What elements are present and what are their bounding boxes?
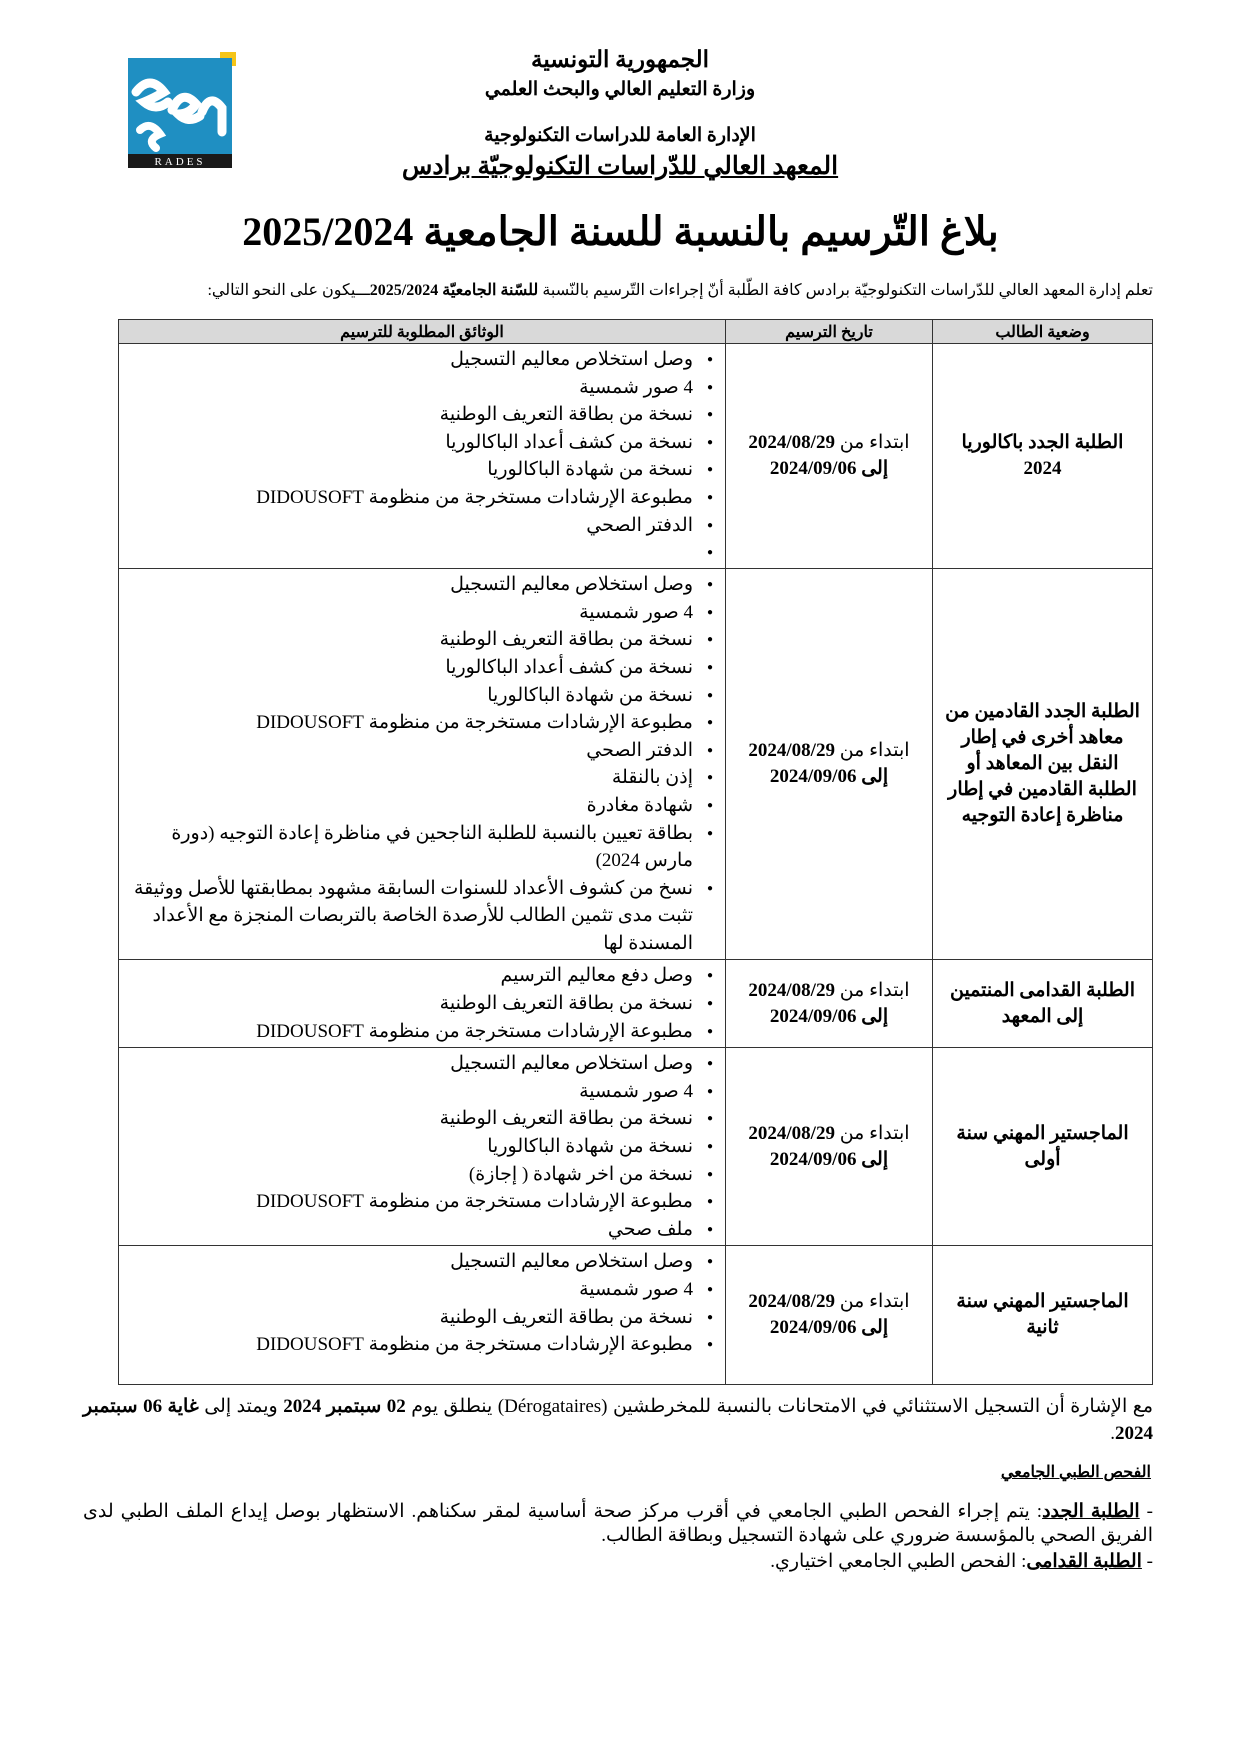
document-item: ● بطاقة تعيين بالنسبة للطلبة الناجحين في مناظرة إعادة التوجيه (دورة مارس 2024)	[123, 820, 713, 875]
document-item: ● نسخة من اخر شهادة ( إجازة)	[123, 1161, 713, 1189]
document-item: ● 4 صور شمسية	[123, 374, 713, 402]
registration-date	[726, 1246, 933, 1385]
document-item: ● نسخة من بطاقة التعريف الوطنية	[123, 401, 713, 429]
republic-name: الجمهورية التونسية	[530, 47, 710, 72]
note-bold-2: غاية 06 سبتمبر 2024	[83, 1396, 1153, 1444]
svg-text:RADES: RADES	[154, 156, 206, 168]
document-item: ● 4 صور شمسية	[123, 1078, 713, 1106]
institute-name: المعهد العالي للدّراسات التكنولوجيّة برادس	[401, 153, 839, 180]
student-status: الطلبة الجدد باكالوريا 2024	[933, 344, 1153, 569]
date-from	[726, 430, 932, 456]
dash: -	[1141, 1551, 1153, 1572]
document-item: ● وصل استخلاص معاليم التسجيل	[123, 1050, 713, 1078]
date-from-label: ابتداء من	[834, 1291, 910, 1313]
new-students-text: : يتم إجراء الفحص الطبي الجامعي في أقرب مركز صحة أساسية لمقر سكناهم. الاستظهار بوصل إيداع الملف الطبي لدى الفريق الصحي بالمؤسسة ضروري على شهادة التسجيل وبطاقة الطالب.	[83, 1501, 1153, 1546]
document-item: ● نسخة من كشف أعداد الباكالوريا	[123, 654, 713, 682]
document-item: ● نسخ من كشوف الأعداد للسنوات السابقة مشهود بمطابقتها للأصل ووثيقة تثبت مدى تثمين الطالب للأرصدة الخاصة بالتربصات المنجزة مع الأعداد المسندة لها	[123, 875, 713, 958]
document-item: ● الدفتر الصحي	[123, 512, 713, 540]
date-from	[726, 1121, 932, 1147]
student-status: الماجستير المهني سنة ثانية	[933, 1246, 1153, 1385]
old-students-label: الطلبة القدامى	[1026, 1551, 1142, 1572]
note-bold-1: 02 سبتمبر 2024	[283, 1396, 406, 1417]
table-row	[119, 960, 1153, 1048]
document-item: ● مطبوعة الإرشادات مستخرجة من منظومة DIDOUSOFT	[123, 484, 713, 512]
medical-new-students	[83, 1500, 1153, 1548]
date-from-value: 2024/08/29	[748, 1122, 835, 1144]
document-item: ● نسخة من كشف أعداد الباكالوريا	[123, 429, 713, 457]
date-to-value: إلى 2024/09/06	[769, 1005, 889, 1027]
date-from	[726, 1289, 932, 1315]
registration-table	[118, 319, 1153, 1385]
document-item: ● ملف صحي	[123, 1216, 713, 1244]
document-item: ● شهادة مغادرة	[123, 792, 713, 820]
date-to-value: إلى 2024/09/06	[769, 766, 889, 788]
required-documents	[119, 1246, 726, 1385]
document-item: ● نسخة من بطاقة التعريف الوطنية	[123, 626, 713, 654]
required-documents	[119, 1048, 726, 1246]
table-row	[119, 569, 1153, 960]
new-students-label: الطلبة الجدد	[1042, 1501, 1140, 1522]
registration-date	[726, 344, 933, 569]
document-item: ● إذن بالنقلة	[123, 764, 713, 792]
document-header	[380, 44, 860, 184]
table-header-row	[119, 320, 1153, 344]
student-status: الطلبة القدامى المنتمين إلى المعهد	[933, 960, 1153, 1048]
date-from-label: ابتداء من	[834, 1122, 910, 1144]
date-to-value: إلى 2024/09/06	[769, 458, 889, 480]
date-from-label: ابتداء من	[834, 979, 910, 1001]
date-to-value: إلى 2024/09/06	[769, 1317, 889, 1339]
date-from	[726, 738, 932, 764]
document-item: ● وصل استخلاص معاليم التسجيل	[123, 1248, 713, 1276]
intro-paragraph	[73, 280, 1153, 300]
document-item: ● نسخة من بطاقة التعريف الوطنية	[123, 1105, 713, 1133]
registration-date	[726, 960, 933, 1048]
document-item: ● مطبوعة الإرشادات مستخرجة من منظومة DIDOUSOFT	[123, 1188, 713, 1216]
date-from-value: 2024/08/29	[748, 432, 835, 454]
header-status: وضعية الطالب	[933, 320, 1153, 344]
old-students-text: : الفحص الطبي الجامعي اختياري.	[770, 1551, 1027, 1572]
intro-bold: للسّنة الجامعيّة 2025/2024	[369, 282, 539, 299]
header-date: تاريخ الترسيم	[726, 320, 933, 344]
note-text-2: ويمتد إلى	[198, 1396, 284, 1417]
table-row	[119, 344, 1153, 569]
date-from-label: ابتداء من	[834, 740, 910, 762]
document-item: ● نسخة من شهادة الباكالوريا	[123, 682, 713, 710]
document-item	[123, 539, 713, 566]
medical-heading: الفحص الطبي الجامعي	[1000, 1464, 1151, 1481]
date-to	[726, 1315, 932, 1341]
date-to	[726, 456, 932, 482]
document-item: ● 4 صور شمسية	[123, 1276, 713, 1304]
document-item: ● الدفتر الصحي	[123, 737, 713, 765]
table-row	[119, 1246, 1153, 1385]
document-item: ● مطبوعة الإرشادات مستخرجة من منظومة DIDOUSOFT	[123, 1331, 713, 1359]
note-text-1: مع الإشارة أن التسجيل الاستثنائي في الامتحانات بالنسبة للمخرطشين (Dérogataires) ينطلق يوم	[405, 1396, 1154, 1417]
required-documents	[119, 569, 726, 960]
document-item: ● وصل استخلاص معاليم التسجيل	[123, 346, 713, 374]
intro-text-2: ـــيكون على النحو التالي:	[207, 282, 370, 299]
document-item: ● مطبوعة الإرشادات مستخرجة من منظومة DIDOUSOFT	[123, 709, 713, 737]
document-item: ● نسخة من بطاقة التعريف الوطنية	[123, 1304, 713, 1332]
page-title: بلاغ التّرسيم بالنسبة للسنة الجامعية 2025/2024	[242, 209, 999, 254]
student-status: الماجستير المهني سنة أولى	[933, 1048, 1153, 1246]
table-row	[119, 1048, 1153, 1246]
document-item: ● وصل استخلاص معاليم التسجيل	[123, 571, 713, 599]
registration-date	[726, 1048, 933, 1246]
date-to	[726, 1147, 932, 1173]
student-status: الطلبة الجدد القادمين من معاهد أخرى في إطار النقل بين المعاهد أو الطلبة القادمين في إطار مناظرة إعادة التوجيه	[933, 569, 1153, 960]
date-to-value: إلى 2024/09/06	[769, 1148, 889, 1170]
document-item: ● نسخة من بطاقة التعريف الوطنية	[123, 990, 713, 1018]
date-from-label: ابتداء من	[834, 432, 910, 454]
required-documents	[119, 960, 726, 1048]
header-docs: الوثائق المطلوبة للترسيم	[119, 320, 726, 344]
derogatory-note	[83, 1393, 1153, 1447]
registration-date	[726, 569, 933, 960]
required-documents	[119, 344, 726, 569]
note-text-3: .	[1110, 1423, 1115, 1444]
document-item: ● نسخة من شهادة الباكالوريا	[123, 456, 713, 484]
dash: -	[1139, 1501, 1154, 1522]
institute-logo	[122, 52, 246, 170]
date-from-value: 2024/08/29	[748, 740, 835, 762]
medical-old-students	[83, 1550, 1153, 1574]
document-item: ● مطبوعة الإرشادات مستخرجة من منظومة DIDOUSOFT	[123, 1018, 713, 1046]
directorate-name: الإدارة العامة للدراسات التكنولوجية	[484, 125, 756, 146]
document-item: ● نسخة من شهادة الباكالوريا	[123, 1133, 713, 1161]
document-item: ● وصل دفع معاليم الترسيم	[123, 962, 713, 990]
ministry-name: وزارة التعليم العالي والبحث العلمي	[484, 79, 756, 100]
intro-text-1: تعلم إدارة المعهد العالي للدّراسات التكنولوجيّة برادس كافة الطّلبة أنّ إجراءات التّرسيم بالنّسبة	[538, 282, 1153, 299]
date-to	[726, 764, 932, 790]
date-from	[726, 978, 932, 1004]
document-item: ● 4 صور شمسية	[123, 599, 713, 627]
date-from-value: 2024/08/29	[748, 1291, 835, 1313]
date-to	[726, 1004, 932, 1030]
date-from-value: 2024/08/29	[748, 979, 835, 1001]
